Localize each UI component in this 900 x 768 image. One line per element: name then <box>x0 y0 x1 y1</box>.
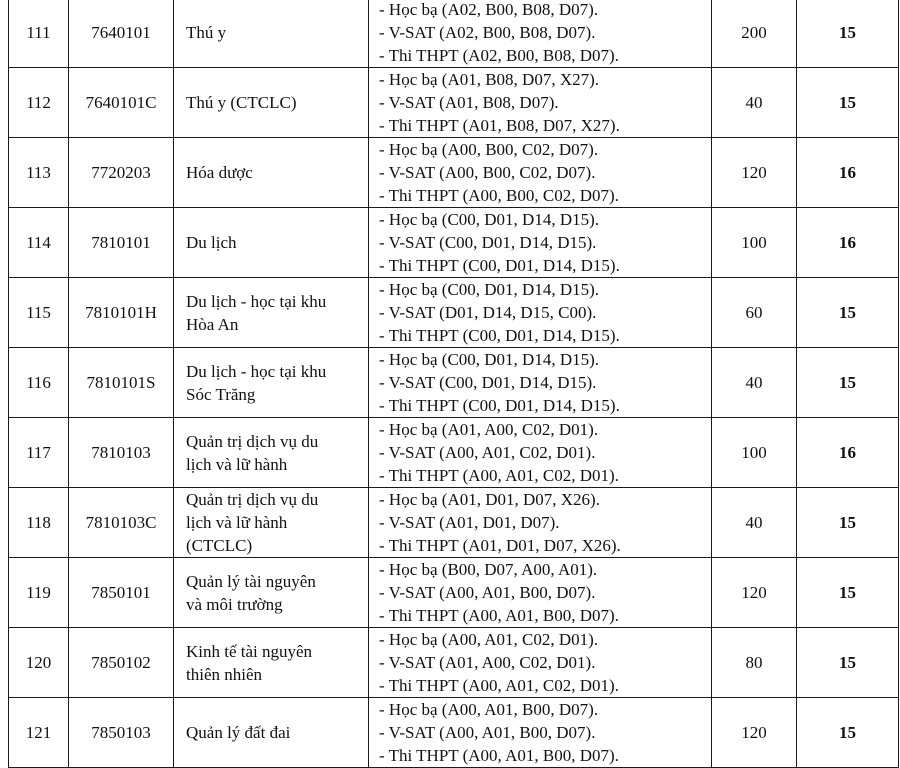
quota: 120 <box>712 138 797 208</box>
major-name <box>174 278 369 348</box>
min-score: 15 <box>797 68 899 138</box>
subject-combination-line: - V-SAT (C00, D01, D14, D15). <box>379 373 597 392</box>
subject-combination-line: - Học bạ (A00, B00, C02, D07). <box>379 140 599 159</box>
subject-combination-line: - V-SAT (A00, B00, C02, D07). <box>379 163 596 182</box>
subject-combination-line: - V-SAT (A00, A01, C02, D01). <box>379 443 596 462</box>
row-number: 118 <box>9 488 69 558</box>
subject-combinations <box>369 558 712 628</box>
subject-combination-line: - Học bạ (A00, A01, C02, D01). <box>379 630 599 649</box>
subject-combination-line: - Thi THPT (A01, D01, D07, X26). <box>379 536 621 555</box>
major-name-line: Hòa An <box>186 314 239 334</box>
row-number: 121 <box>9 698 69 768</box>
quota: 200 <box>712 0 797 68</box>
admissions-table <box>8 0 899 768</box>
row-number: 114 <box>9 208 69 278</box>
major-name-line: lịch và lữ hành <box>186 513 288 532</box>
subject-combination-line: - V-SAT (C00, D01, D14, D15). <box>379 233 597 252</box>
major-name <box>174 628 369 698</box>
subject-combination-line: - V-SAT (A00, A01, B00, D07). <box>379 723 596 742</box>
subject-combination-line: - Thi THPT (A00, A01, B00, D07). <box>379 746 619 765</box>
major-name-line: Quản lý tài nguyên <box>186 571 316 591</box>
row-number: 115 <box>9 278 69 348</box>
subject-combination-line: - Thi THPT (C00, D01, D14, D15). <box>379 396 620 415</box>
row-number: 111 <box>9 0 69 68</box>
major-name-line: Quản lý đất đai <box>186 723 291 742</box>
min-score: 16 <box>797 208 899 278</box>
min-score: 15 <box>797 698 899 768</box>
table-row <box>9 628 899 698</box>
min-score: 15 <box>797 628 899 698</box>
major-name <box>174 558 369 628</box>
table-row <box>9 0 899 68</box>
major-name-line: Thú y (CTCLC) <box>186 93 297 112</box>
major-name-line: và môi trường <box>186 594 283 614</box>
table-row <box>9 698 899 768</box>
major-name-line: Quản trị dịch vụ du <box>186 431 319 451</box>
subject-combination-line: - Học bạ (C00, D01, D14, D15). <box>379 210 600 229</box>
major-code: 7810101 <box>69 208 174 278</box>
table-row <box>9 208 899 278</box>
table-row <box>9 418 899 488</box>
quota: 40 <box>712 68 797 138</box>
subject-combination-line: - Học bạ (A02, B00, B08, D07). <box>379 0 599 19</box>
table-row <box>9 68 899 138</box>
table-row <box>9 138 899 208</box>
subject-combination-line: - V-SAT (A00, A01, B00, D07). <box>379 583 596 602</box>
subject-combination-line: - Thi THPT (A01, B08, D07, X27). <box>379 116 620 135</box>
major-name <box>174 698 369 768</box>
subject-combination-line: - Học bạ (A01, D01, D07, X26). <box>379 490 600 509</box>
major-name-line: Thú y <box>186 23 227 42</box>
major-name-line: Hóa dược <box>186 163 253 182</box>
major-code: 7640101 <box>69 0 174 68</box>
min-score: 16 <box>797 138 899 208</box>
min-score: 15 <box>797 0 899 68</box>
subject-combination-line: - V-SAT (A02, B00, B08, D07). <box>379 23 596 42</box>
table-row <box>9 488 899 558</box>
subject-combinations <box>369 68 712 138</box>
subject-combination-line: - Học bạ (B00, D07, A00, A01). <box>379 560 598 579</box>
subject-combinations <box>369 0 712 68</box>
major-name <box>174 488 369 558</box>
major-name-line: Du lịch - học tại khu <box>186 291 327 311</box>
major-name <box>174 348 369 418</box>
table-row <box>9 558 899 628</box>
subject-combination-line: - Thi THPT (A00, A01, C02, D01). <box>379 466 619 485</box>
major-name-line: lịch và lữ hành <box>186 454 288 474</box>
major-code: 7810101H <box>69 278 174 348</box>
major-name <box>174 208 369 278</box>
min-score: 15 <box>797 558 899 628</box>
quota: 80 <box>712 628 797 698</box>
major-name-line: (CTCLC) <box>186 536 253 555</box>
subject-combination-line: - Thi THPT (A02, B00, B08, D07). <box>379 46 619 65</box>
min-score: 15 <box>797 278 899 348</box>
subject-combinations <box>369 208 712 278</box>
major-code: 7720203 <box>69 138 174 208</box>
major-code: 7850103 <box>69 698 174 768</box>
table-body <box>9 0 899 768</box>
subject-combination-line: - Thi THPT (C00, D01, D14, D15). <box>379 326 620 345</box>
major-code: 7640101C <box>69 68 174 138</box>
major-name-line: thiên nhiên <box>186 664 263 684</box>
subject-combination-line: - Thi THPT (C00, D01, D14, D15). <box>379 256 620 275</box>
row-number: 113 <box>9 138 69 208</box>
major-name <box>174 0 369 68</box>
major-name <box>174 138 369 208</box>
subject-combinations <box>369 138 712 208</box>
major-name <box>174 418 369 488</box>
quota: 40 <box>712 488 797 558</box>
row-number: 117 <box>9 418 69 488</box>
subject-combination-line: - Học bạ (C00, D01, D14, D15). <box>379 280 600 299</box>
major-name-line: Sóc Trăng <box>186 384 256 404</box>
row-number: 112 <box>9 68 69 138</box>
subject-combinations <box>369 418 712 488</box>
subject-combinations <box>369 278 712 348</box>
subject-combination-line: - V-SAT (D01, D14, D15, C00). <box>379 303 597 322</box>
subject-combination-line: - Thi THPT (A00, B00, C02, D07). <box>379 186 619 205</box>
major-code: 7810101S <box>69 348 174 418</box>
row-number: 119 <box>9 558 69 628</box>
row-number: 116 <box>9 348 69 418</box>
major-name-line: Kinh tế tài nguyên <box>186 641 313 661</box>
major-code: 7810103C <box>69 488 174 558</box>
major-name-line: Du lịch - học tại khu <box>186 361 327 381</box>
major-code: 7810103 <box>69 418 174 488</box>
subject-combination-line: - Thi THPT (A00, A01, B00, D07). <box>379 606 619 625</box>
min-score: 15 <box>797 348 899 418</box>
subject-combinations <box>369 488 712 558</box>
major-code: 7850102 <box>69 628 174 698</box>
subject-combination-line: - Học bạ (A00, A01, B00, D07). <box>379 700 599 719</box>
major-code: 7850101 <box>69 558 174 628</box>
subject-combination-line: - V-SAT (A01, A00, C02, D01). <box>379 653 596 672</box>
subject-combinations <box>369 628 712 698</box>
major-name <box>174 68 369 138</box>
quota: 100 <box>712 418 797 488</box>
quota: 120 <box>712 558 797 628</box>
table-row <box>9 278 899 348</box>
quota: 120 <box>712 698 797 768</box>
subject-combination-line: - Thi THPT (A00, A01, C02, D01). <box>379 676 619 695</box>
row-number: 120 <box>9 628 69 698</box>
quota: 100 <box>712 208 797 278</box>
subject-combination-line: - V-SAT (A01, D01, D07). <box>379 513 560 532</box>
quota: 40 <box>712 348 797 418</box>
subject-combination-line: - Học bạ (A01, A00, C02, D01). <box>379 420 599 439</box>
min-score: 15 <box>797 488 899 558</box>
subject-combinations <box>369 348 712 418</box>
subject-combination-line: - Học bạ (C00, D01, D14, D15). <box>379 350 600 369</box>
quota: 60 <box>712 278 797 348</box>
major-name-line: Quản trị dịch vụ du <box>186 490 319 509</box>
major-name-line: Du lịch <box>186 233 237 252</box>
table-row <box>9 348 899 418</box>
min-score: 16 <box>797 418 899 488</box>
subject-combination-line: - Học bạ (A01, B08, D07, X27). <box>379 70 600 89</box>
subject-combinations <box>369 698 712 768</box>
subject-combination-line: - V-SAT (A01, B08, D07). <box>379 93 559 112</box>
